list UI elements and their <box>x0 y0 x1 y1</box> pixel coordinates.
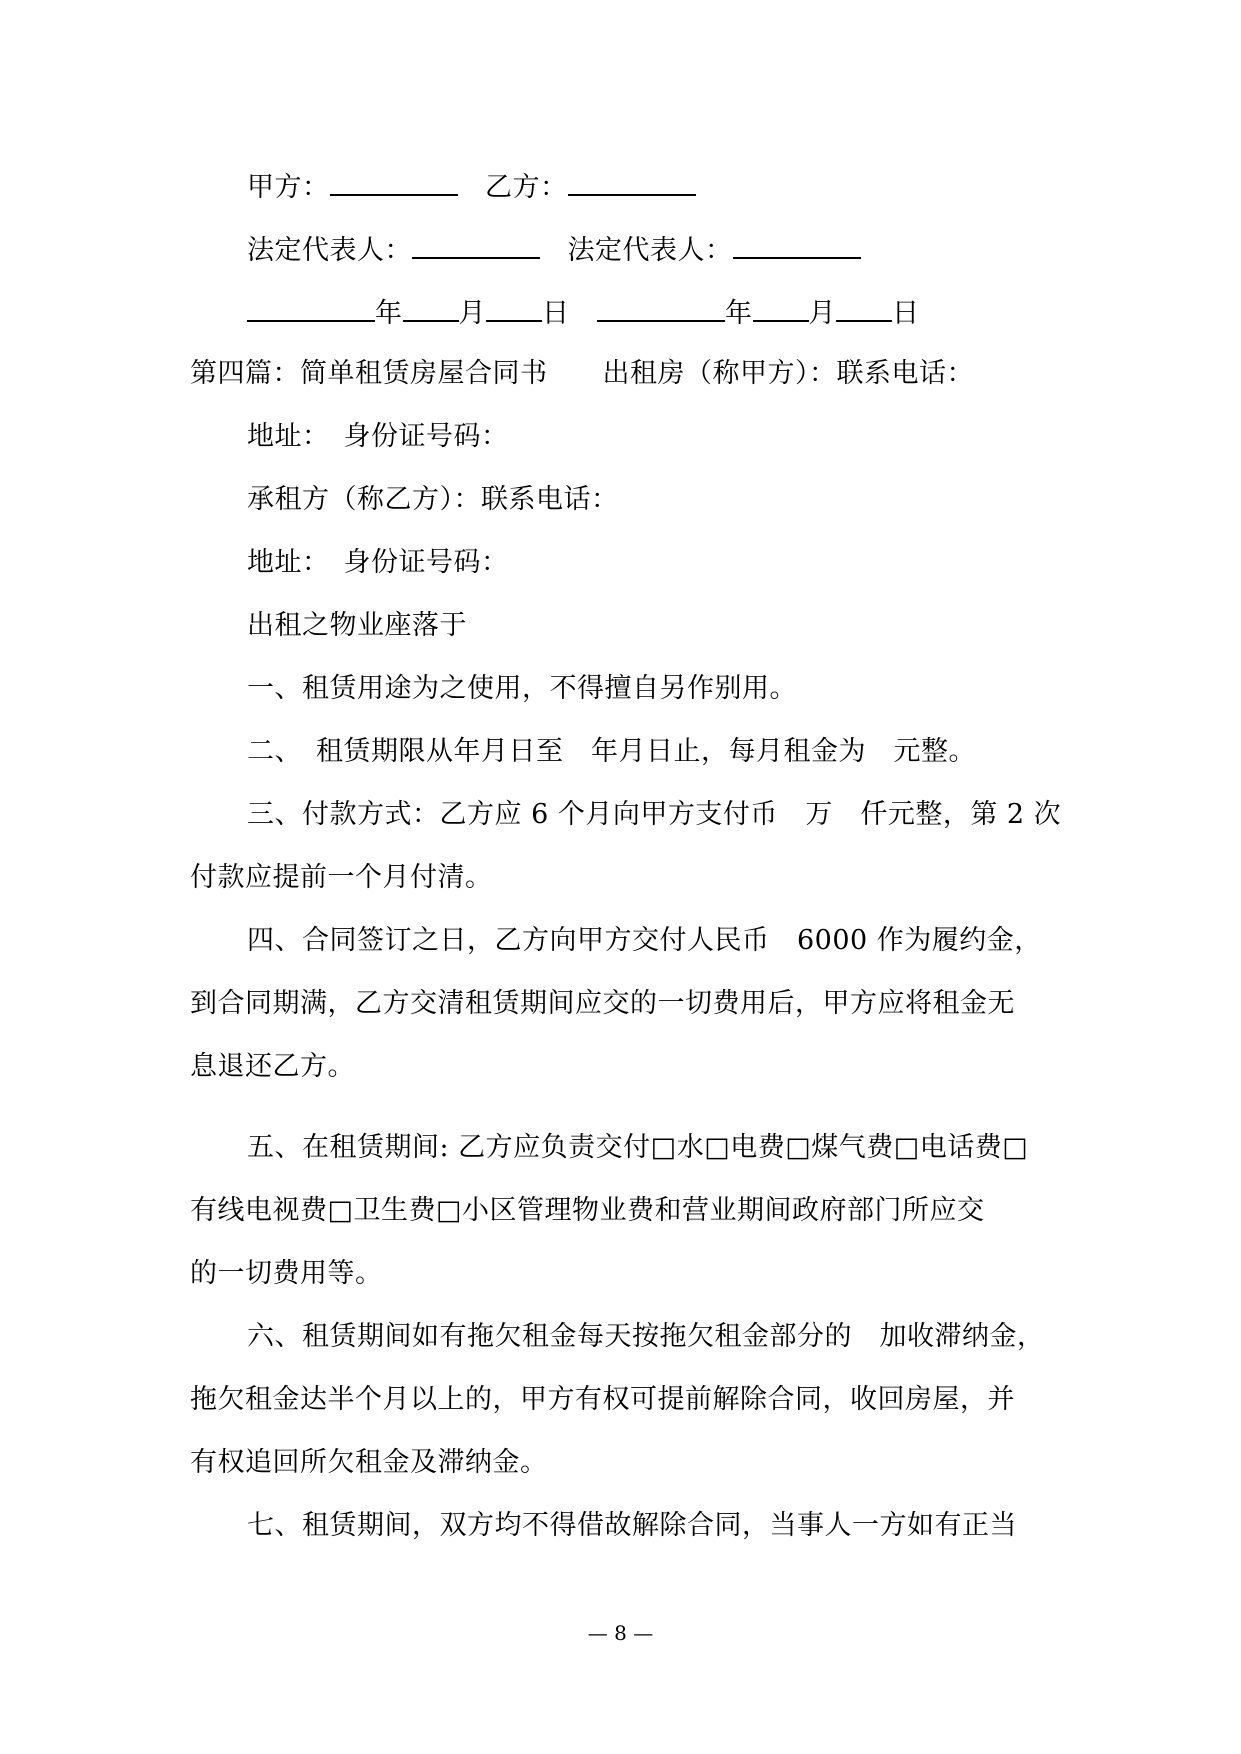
date-signature-line <box>247 294 920 331</box>
clause-5-line-1: 五、在租赁期间: 乙方应负责交付□水□电费□煤气费□电话费□ <box>247 1132 1029 1163</box>
month-b-label: 月 <box>808 298 836 329</box>
clause-5-line-2: 有线电视费□卫生费□小区管理物业费和营业期间政府部门所应交 <box>190 1195 985 1226</box>
month-b-blank <box>753 294 809 322</box>
day-a-label: 日 <box>542 298 570 329</box>
year-a-label: 年 <box>375 298 403 329</box>
rep-b-blank <box>733 231 861 259</box>
clause-1-line-1: 一、租赁用途为之使用，不得擅自另作别用。 <box>247 673 797 704</box>
clause-3-line-1: 三、付款方式：乙方应 6 个月向甲方支付币 万 仟元整，第 2 次 <box>247 799 1062 830</box>
clause-6-line-3: 有权追回所欠租金及滞纳金。 <box>190 1447 548 1478</box>
party-b-blank <box>568 168 696 196</box>
party-signature-line <box>247 168 696 205</box>
party-a-blank <box>330 168 458 196</box>
day-a-blank <box>486 294 542 322</box>
day-b-blank <box>836 294 892 322</box>
clause-5-line-3: 的一切费用等。 <box>190 1258 383 1289</box>
clause-4-line-3: 息退还乙方。 <box>190 1051 355 1082</box>
party-a-label: 甲方： <box>247 172 330 203</box>
clause-6-line-2: 拖欠租金达半个月以上的，甲方有权可提前解除合同，收回房屋，并 <box>190 1384 1015 1415</box>
month-a-blank <box>403 294 459 322</box>
rep-b-label: 法定代表人： <box>567 235 733 266</box>
clause-7-line-1: 七、租赁期间，双方均不得借故解除合同，当事人一方如有正当 <box>247 1510 1017 1541</box>
month-a-label: 月 <box>458 298 486 329</box>
party-b-label: 乙方： <box>485 172 568 203</box>
day-b-label: 日 <box>892 298 920 329</box>
address-line-2: 地址： 身份证号码： <box>247 547 509 578</box>
clause-4-line-1: 四、合同签订之日，乙方向甲方交付人民币 6000 作为履约金， <box>247 925 1042 956</box>
representative-signature-line <box>247 231 861 268</box>
year-a-blank <box>247 294 375 322</box>
rep-a-label: 法定代表人： <box>247 235 412 266</box>
clause-4-line-2: 到合同期满，乙方交清租赁期间应交的一切费用后，甲方应将租金无 <box>190 988 1015 1019</box>
section-heading: 第四篇：简单租赁房屋合同书 <box>190 358 548 389</box>
property-line: 出租之物业座落于 <box>247 610 467 641</box>
rep-a-blank <box>412 231 540 259</box>
clause-6-line-1: 六、租赁期间如有拖欠租金每天按拖欠租金部分的 加收滞纳金， <box>247 1321 1045 1352</box>
clause-2-line-1: 二、 租赁期限从年月日至 年月日止，每月租金为 元整。 <box>247 736 976 767</box>
page-number: — 8 — <box>587 1621 654 1645</box>
lessor-line: 出租房（称甲方）：联系电话： <box>602 358 974 389</box>
year-b-blank <box>597 294 725 322</box>
clause-3-line-2: 付款应提前一个月付清。 <box>190 862 493 893</box>
section-heading-line <box>190 357 974 391</box>
lessee-line: 承租方（称乙方）：联系电话： <box>247 484 619 515</box>
year-b-label: 年 <box>725 298 753 329</box>
address-line-1: 地址： 身份证号码： <box>247 421 509 452</box>
